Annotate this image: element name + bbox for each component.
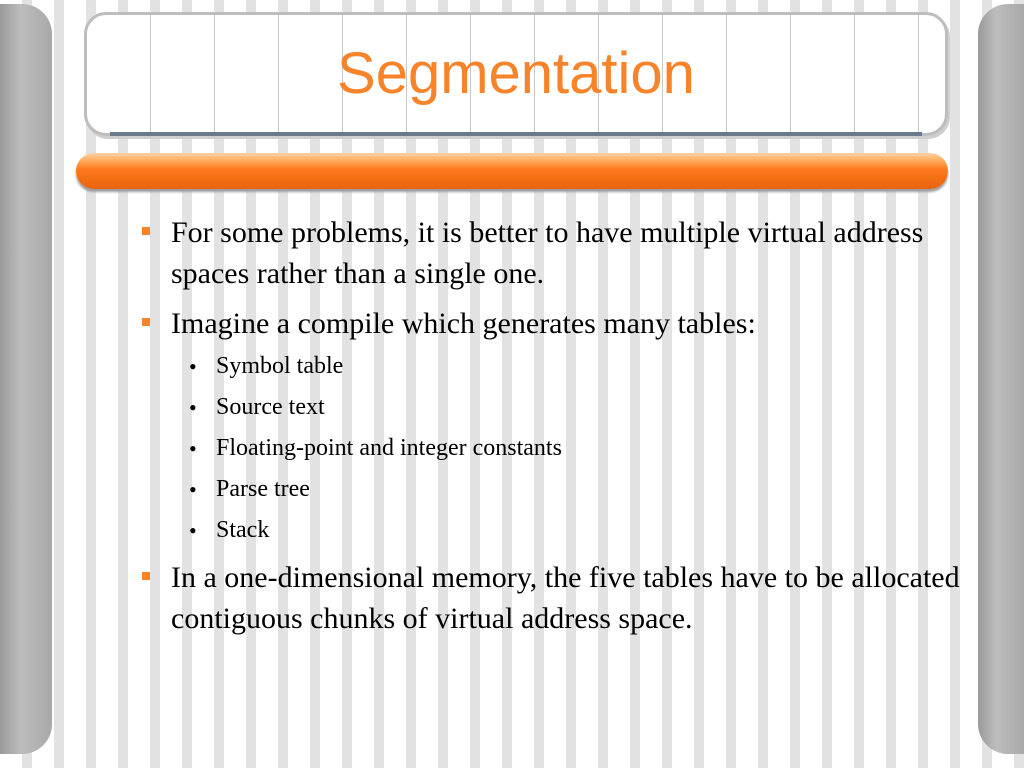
- sub-bullet-item: [140, 387, 960, 428]
- orange-square-icon: [142, 227, 150, 235]
- bullet-item: [140, 212, 960, 294]
- sub-bullet-text: Symbol table: [216, 353, 344, 379]
- orange-square-icon: [142, 572, 150, 580]
- sub-bullet-text: Floating-point and integer constants: [216, 435, 562, 461]
- dot-icon: •: [189, 477, 197, 502]
- dot-icon: •: [189, 395, 197, 420]
- bullet-text: Imagine a compile which generates many tables:: [171, 307, 756, 340]
- sub-bullet-text: Source text: [216, 394, 325, 420]
- dot-icon: •: [189, 354, 197, 379]
- sub-bullet-item: [140, 469, 960, 510]
- right-decorative-bar: [978, 4, 1024, 754]
- orange-square-icon: [142, 318, 150, 326]
- sub-bullet-text: Stack: [216, 517, 270, 543]
- orange-divider-bar: [76, 153, 948, 189]
- bullet-item: [140, 557, 960, 639]
- bullet-text: In a one-dimensional memory, the five tables have to be allocated contiguous chunks of virtual address space.: [171, 561, 960, 635]
- bullet-item: [140, 303, 960, 344]
- left-decorative-bar: [0, 4, 52, 754]
- sub-bullet-item: [140, 428, 960, 469]
- bullet-text: For some problems, it is better to have multiple virtual address spaces rather than a single one.: [171, 216, 924, 290]
- dot-icon: •: [189, 518, 197, 543]
- sub-bullet-item: [140, 510, 960, 551]
- sub-bullet-text: Parse tree: [216, 476, 310, 502]
- sub-bullet-list: [140, 346, 960, 551]
- dot-icon: •: [189, 436, 197, 461]
- slide-title: Segmentation: [337, 41, 695, 106]
- slide-body: [140, 212, 960, 648]
- title-frame-underline: [110, 132, 922, 136]
- sub-bullet-item: [140, 346, 960, 387]
